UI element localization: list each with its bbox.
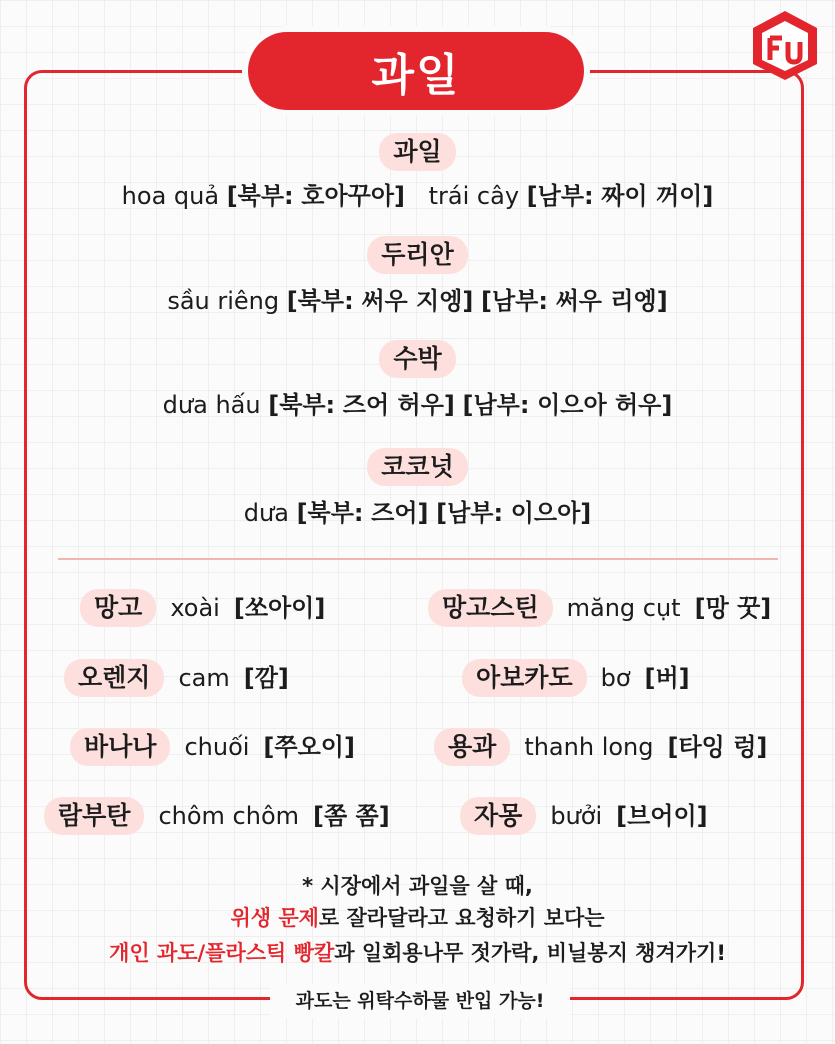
vn-word: chuối — [184, 733, 250, 761]
north-label: [북부: — [286, 287, 354, 315]
pronunciation: [쏘아이] — [233, 594, 326, 622]
section-divider — [58, 558, 778, 560]
north-pron: 즈어] — [371, 499, 429, 527]
vn-word: chôm chôm — [158, 802, 300, 830]
south-pron: 써우 리엥] — [555, 287, 668, 315]
vn-word: dưa — [243, 499, 289, 527]
note-text: 로 잘라달라고 요청하기 보다는 — [318, 906, 605, 930]
note-highlight: 개인 과도/플라스틱 빵칼 — [109, 941, 335, 965]
vn-word: sầu riêng — [167, 287, 280, 315]
pronunciation: [버] — [644, 664, 690, 692]
fruit-name-pill: 망고 — [80, 589, 156, 627]
fruit-item-mangosteen — [428, 588, 771, 628]
pronunciation: [브어이] — [616, 802, 708, 830]
fruit-name-pill: 두리안 — [367, 236, 467, 274]
fruit-block-3 — [0, 340, 835, 422]
fruit-name-pill: 과일 — [379, 133, 455, 171]
fruit-name-pill: 망고스틴 — [428, 589, 553, 627]
south-label: [남부: — [526, 182, 594, 210]
vn-word: thanh long — [524, 733, 654, 761]
north-label: [북부: — [268, 391, 336, 419]
pronunciation: [쭈오이] — [263, 733, 355, 761]
note-highlight: 위생 문제 — [230, 906, 319, 930]
vn-word: xoài — [170, 594, 220, 622]
south-label: [남부: — [462, 391, 530, 419]
south-pron: 이으아 허우] — [537, 391, 673, 419]
fruit-name-pill: 자몽 — [460, 797, 536, 835]
fruit-name-pill: 코코넛 — [367, 448, 467, 486]
pronunciation: [깜] — [243, 664, 289, 692]
pronunciation: [망 꿋] — [694, 594, 772, 622]
pronunciation-line — [0, 388, 835, 422]
cube-logo-icon — [748, 8, 822, 82]
pronunciation-line — [0, 284, 835, 318]
fruit-block-2 — [0, 236, 835, 318]
fruit-item-mango — [80, 588, 325, 628]
fruit-name-pill: 바나나 — [70, 728, 170, 766]
fruit-item-dragonfruit — [434, 727, 767, 767]
south-label: [남부: — [481, 287, 548, 315]
note-line-3 — [0, 936, 835, 970]
vn-word: cam — [178, 664, 230, 692]
vn-word-alt: trái cây — [428, 182, 520, 210]
vn-word: bưởi — [550, 802, 603, 830]
fruit-name-pill: 수박 — [379, 340, 455, 378]
footer-note: 과도는 위탁수하물 반입 가능! — [270, 984, 570, 1018]
vn-word: măng cụt — [566, 594, 681, 622]
fruit-name-pill: 람부탄 — [44, 797, 144, 835]
note-line-2 — [0, 901, 835, 935]
south-pron: 이으아] — [510, 499, 592, 527]
fruit-block-1 — [0, 133, 835, 213]
vn-word: bơ — [600, 664, 631, 692]
fruit-item-avocado — [462, 658, 690, 698]
north-label: [북부: — [296, 499, 364, 527]
fruit-block-4 — [0, 448, 835, 530]
south-label: [남부: — [436, 499, 504, 527]
pronunciation-line — [0, 496, 835, 530]
fruit-item-pomelo — [460, 796, 708, 836]
vn-word: dưa hấu — [162, 391, 261, 419]
vn-word: hoa quả — [121, 182, 220, 210]
north-label: [북부: — [226, 182, 294, 210]
fruit-name-pill: 오렌지 — [64, 659, 164, 697]
pronunciation: [쫌 쫌] — [313, 802, 390, 830]
south-pron: 짜이 꺼이] — [601, 182, 714, 210]
fruit-name-pill: 아보카도 — [462, 659, 587, 697]
note-line-1: * 시장에서 과일을 살 때, — [302, 874, 533, 898]
fruit-item-rambutan — [44, 796, 390, 836]
north-pron: 호아꾸아] — [301, 182, 405, 210]
page-title: 과일 — [248, 32, 584, 110]
fruit-item-banana — [70, 727, 355, 767]
fruit-name-pill: 용과 — [434, 728, 510, 766]
north-pron: 즈어 허우] — [342, 391, 455, 419]
note-text: 과 일회용나무 젓가락, 비닐봉지 챙겨가기! — [334, 941, 726, 965]
north-pron: 써우 지엥] — [361, 287, 474, 315]
pronunciation: [타잉 렁] — [667, 733, 768, 761]
fruit-item-orange — [64, 658, 289, 698]
pronunciation-line — [0, 179, 835, 213]
